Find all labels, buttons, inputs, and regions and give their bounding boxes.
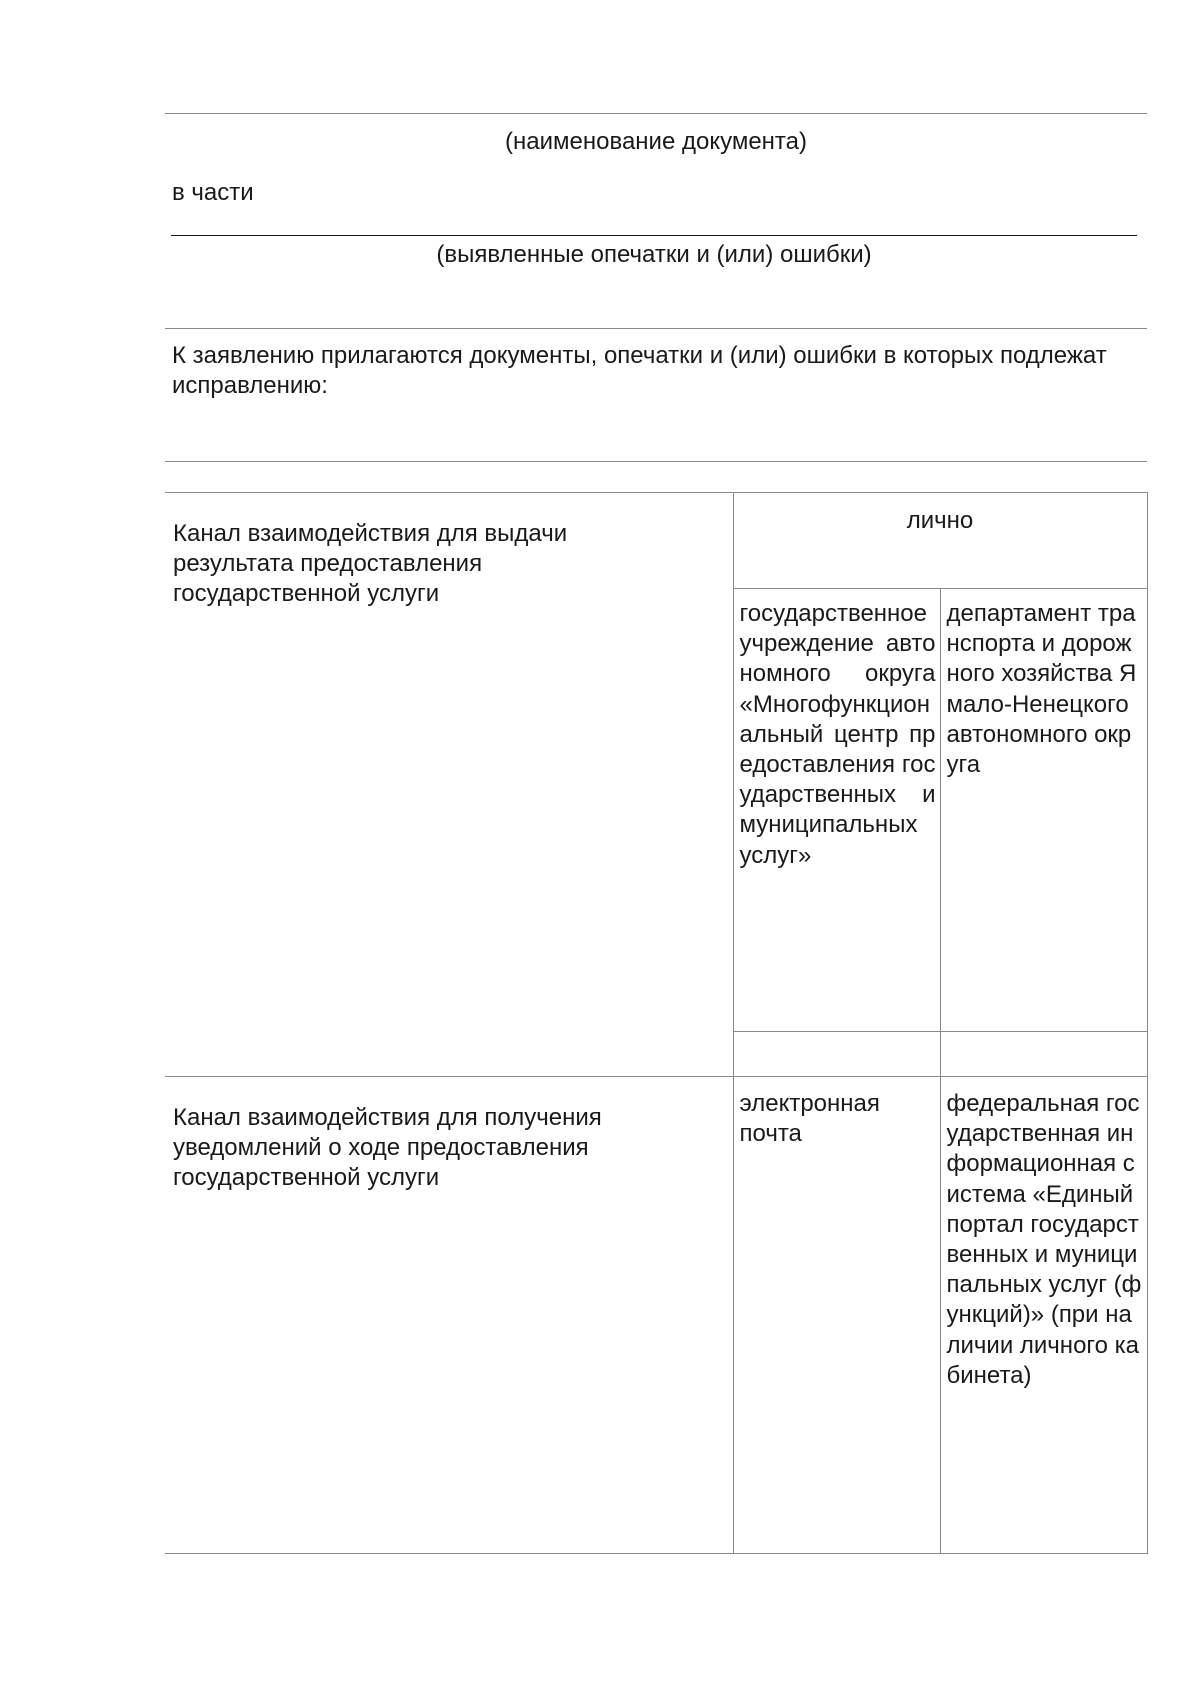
transport-department-cell: департамент транспорта и дорожного хозяйства Ямало-Ненецкого автономного округа bbox=[940, 589, 1147, 1032]
issue-channel-label-cell bbox=[165, 493, 733, 1077]
attachments-text: К заявлению прилагаются документы, опечатки и (или) ошибки в которых подлежат исправлению: bbox=[172, 342, 1107, 399]
mfc-cell: государственное учреждение автономного округа «Многофункциональный центр предоставления государственных и муниципальных услуг» bbox=[733, 589, 940, 1032]
top-rule bbox=[165, 113, 1147, 114]
email-cell: электронная почта bbox=[733, 1077, 940, 1554]
gosuslugi-portal-cell: федеральная государственная информационная система «Единый портал государственных и муниципальных услуг (функций)» (при наличии личного кабинета) bbox=[940, 1077, 1147, 1554]
issue-channel-label: Канал взаимодействия для выдачи результата предоставления государственной услуги bbox=[173, 520, 568, 608]
in-person-header: лично bbox=[733, 493, 1147, 589]
in-part-label: в части bbox=[172, 179, 254, 206]
notification-channel-label-cell bbox=[165, 1077, 733, 1554]
empty-cell bbox=[940, 1032, 1147, 1077]
attachments-bottom-rule bbox=[165, 461, 1147, 462]
notification-channel-label: Канал взаимодействия для получения уведомлений о ходе предоставления государственной услуги bbox=[173, 1104, 602, 1192]
errors-input-line[interactable] bbox=[171, 235, 1137, 236]
attachments-top-rule bbox=[165, 328, 1147, 329]
errors-caption: (выявленные опечатки и (или) ошибки) bbox=[436, 241, 872, 268]
channels-table bbox=[165, 492, 1147, 1554]
empty-cell bbox=[733, 1032, 940, 1077]
document-name-caption: (наименование документа) bbox=[505, 128, 807, 155]
